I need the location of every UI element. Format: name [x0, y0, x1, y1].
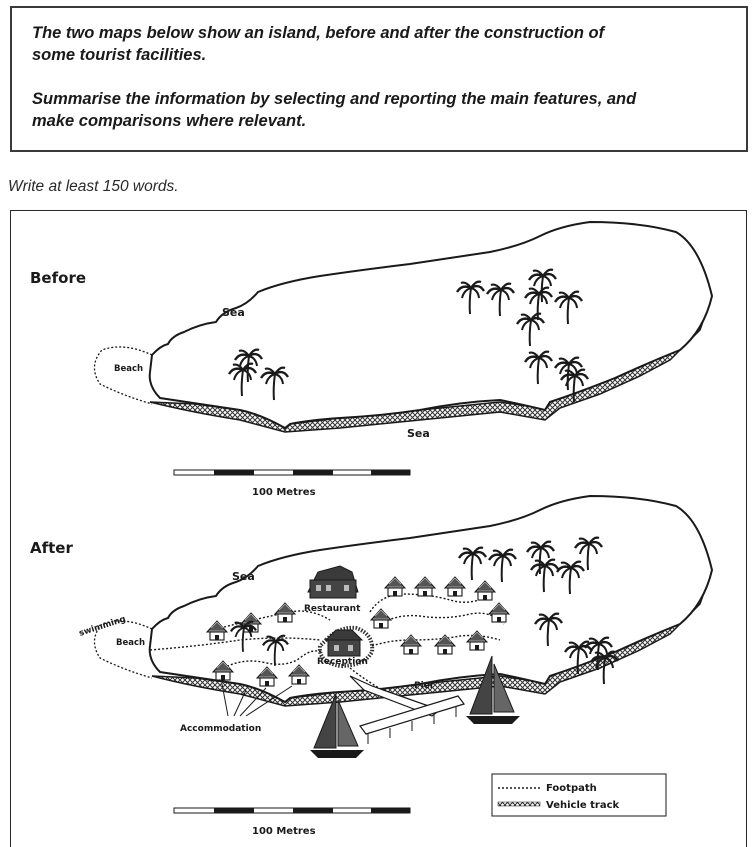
after-map — [30, 496, 712, 837]
before-sea-label-top: Sea — [222, 306, 245, 319]
before-beach — [94, 347, 152, 404]
accommodation-label: Accommodation — [180, 724, 262, 734]
after-beach-label: Beach — [116, 638, 146, 648]
map-legend — [492, 774, 666, 816]
prompt-line: The two maps below show an island, before and after the construction of — [32, 24, 605, 42]
after-map-title: After — [30, 539, 73, 557]
after-scale-label: 100 Metres — [252, 826, 316, 837]
before-island-outline — [150, 222, 712, 428]
prompt-line: some tourist facilities. — [32, 46, 207, 64]
vehicle-track-swatch — [498, 802, 540, 806]
after-scale-bar — [174, 808, 410, 837]
prompt-line: Summarise the information by selecting and reporting the main features, and — [32, 90, 637, 108]
before-map-title: Before — [30, 269, 87, 287]
prompt-line: make comparisons where relevant. — [32, 112, 307, 130]
swimming-label: swimming — [77, 614, 128, 639]
after-sea-label: Sea — [232, 570, 255, 583]
restaurant-label: Restaurant — [304, 604, 361, 614]
before-beach-label: Beach — [114, 364, 144, 374]
word-count-instruction: Write at least 150 words. — [8, 178, 179, 195]
legend-vehicle-track-label: Vehicle track — [546, 800, 620, 811]
before-scale-bar — [174, 470, 410, 498]
legend-footpath-label: Footpath — [546, 783, 597, 794]
after-island-outline — [150, 496, 712, 702]
before-scale-label: 100 Metres — [252, 487, 316, 498]
pier-label: Pier — [414, 681, 435, 691]
before-map — [30, 222, 712, 498]
reception-label: Reception — [317, 657, 368, 667]
before-sea-label-bottom: Sea — [407, 427, 430, 440]
